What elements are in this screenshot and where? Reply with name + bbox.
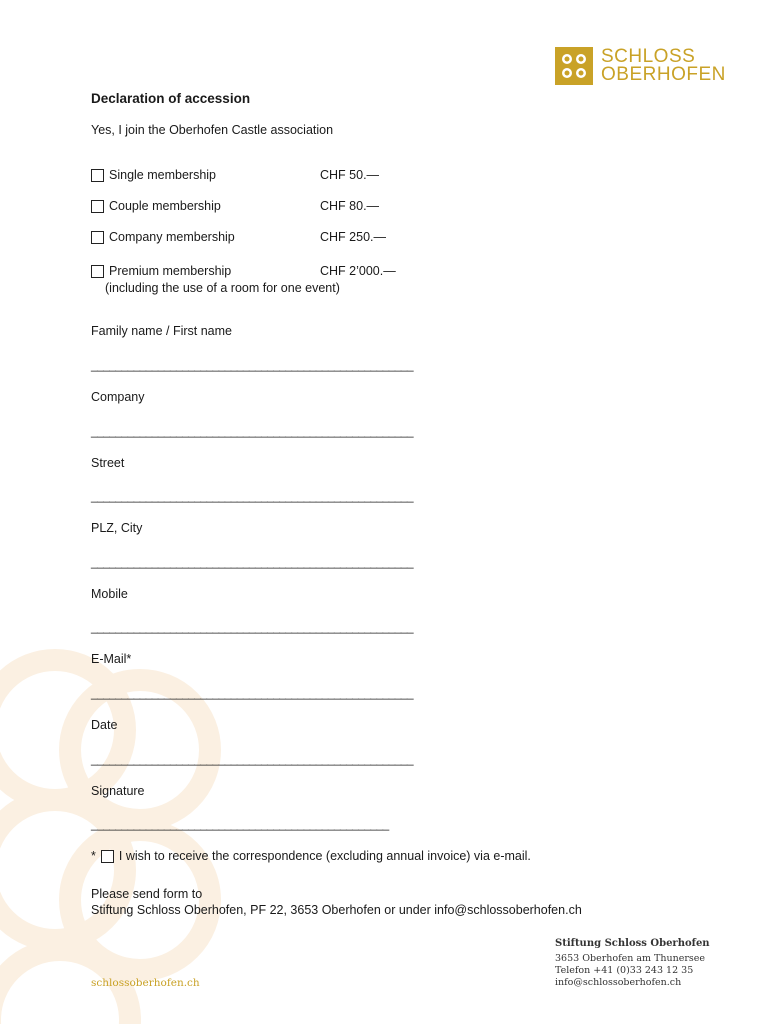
logo-line-1: SCHLOSS: [601, 46, 696, 67]
date-label: Date: [91, 718, 118, 732]
email-field[interactable]: _____________________________________________________: [91, 686, 413, 700]
footer-email: info@schlossoberhofen.ch: [555, 977, 682, 988]
footer-address: 3653 Oberhofen am Thunersee: [555, 953, 706, 964]
option-label: Couple membership: [109, 199, 221, 213]
company-label: Company: [91, 390, 145, 404]
signature-label: Signature: [91, 784, 145, 798]
single-membership-checkbox[interactable]: [91, 169, 104, 182]
option-label: Premium membership: [109, 264, 232, 278]
email-consent-option[interactable]: [91, 849, 531, 863]
page-title: Declaration of accession: [91, 91, 251, 106]
street-field[interactable]: _____________________________________________________: [91, 489, 413, 503]
footer-phone: Telefon +41 (0)33 243 12 35: [555, 965, 694, 976]
email-consent-checkbox[interactable]: [101, 850, 114, 863]
option-price: CHF 50.—: [320, 168, 380, 182]
consent-asterisk: *: [91, 849, 96, 863]
family-name-field[interactable]: _____________________________________________________: [91, 358, 413, 372]
option-label: Company membership: [109, 230, 235, 244]
intro-text: Yes, I join the Oberhofen Castle association: [91, 123, 334, 137]
logo-line-2: OBERHOFEN: [601, 64, 726, 85]
couple-membership-checkbox[interactable]: [91, 200, 104, 213]
option-label: Single membership: [109, 168, 216, 182]
consent-text: I wish to receive the correspondence (excluding annual invoice) via e-mail.: [118, 849, 531, 863]
option-single-membership[interactable]: [91, 168, 380, 182]
premium-membership-checkbox[interactable]: [91, 265, 104, 278]
brand-logo: [555, 47, 726, 85]
footer-org-name: Stiftung Schloss Oberhofen: [555, 938, 710, 949]
send-instructions: [91, 886, 582, 918]
street-label: Street: [91, 456, 125, 470]
family-name-label: Family name / First name: [91, 324, 233, 338]
plz-city-label: PLZ, City: [91, 521, 143, 535]
option-price: CHF 250.—: [320, 230, 386, 244]
footer-address-block: [555, 938, 710, 989]
mobile-label: Mobile: [91, 587, 128, 601]
option-couple-membership[interactable]: [91, 199, 380, 213]
plz-city-field[interactable]: _____________________________________________________: [91, 555, 413, 569]
option-price: CHF 80.—: [320, 199, 380, 213]
website-link[interactable]: schlossoberhofen.ch: [91, 977, 200, 989]
email-label: E-Mail*: [91, 652, 132, 666]
logo-emblem-icon: [555, 47, 593, 85]
send-line-2: Stiftung Schloss Oberhofen, PF 22, 3653 Oberhofen or under info@schlossoberhofen.ch: [91, 903, 582, 917]
mobile-field[interactable]: _____________________________________________________: [91, 620, 413, 634]
signature-field[interactable]: _________________________________________________: [91, 817, 389, 831]
premium-note: (including the use of a room for one event): [105, 281, 340, 295]
date-field[interactable]: _____________________________________________________: [91, 752, 413, 766]
send-line-1: Please send form to: [91, 887, 203, 901]
company-membership-checkbox[interactable]: [91, 231, 104, 244]
option-company-membership[interactable]: [91, 230, 386, 244]
company-field[interactable]: _____________________________________________________: [91, 424, 413, 438]
logo-wordmark: [601, 48, 726, 84]
option-premium-membership[interactable]: [91, 264, 396, 278]
option-price: CHF 2’000.—: [320, 264, 396, 278]
